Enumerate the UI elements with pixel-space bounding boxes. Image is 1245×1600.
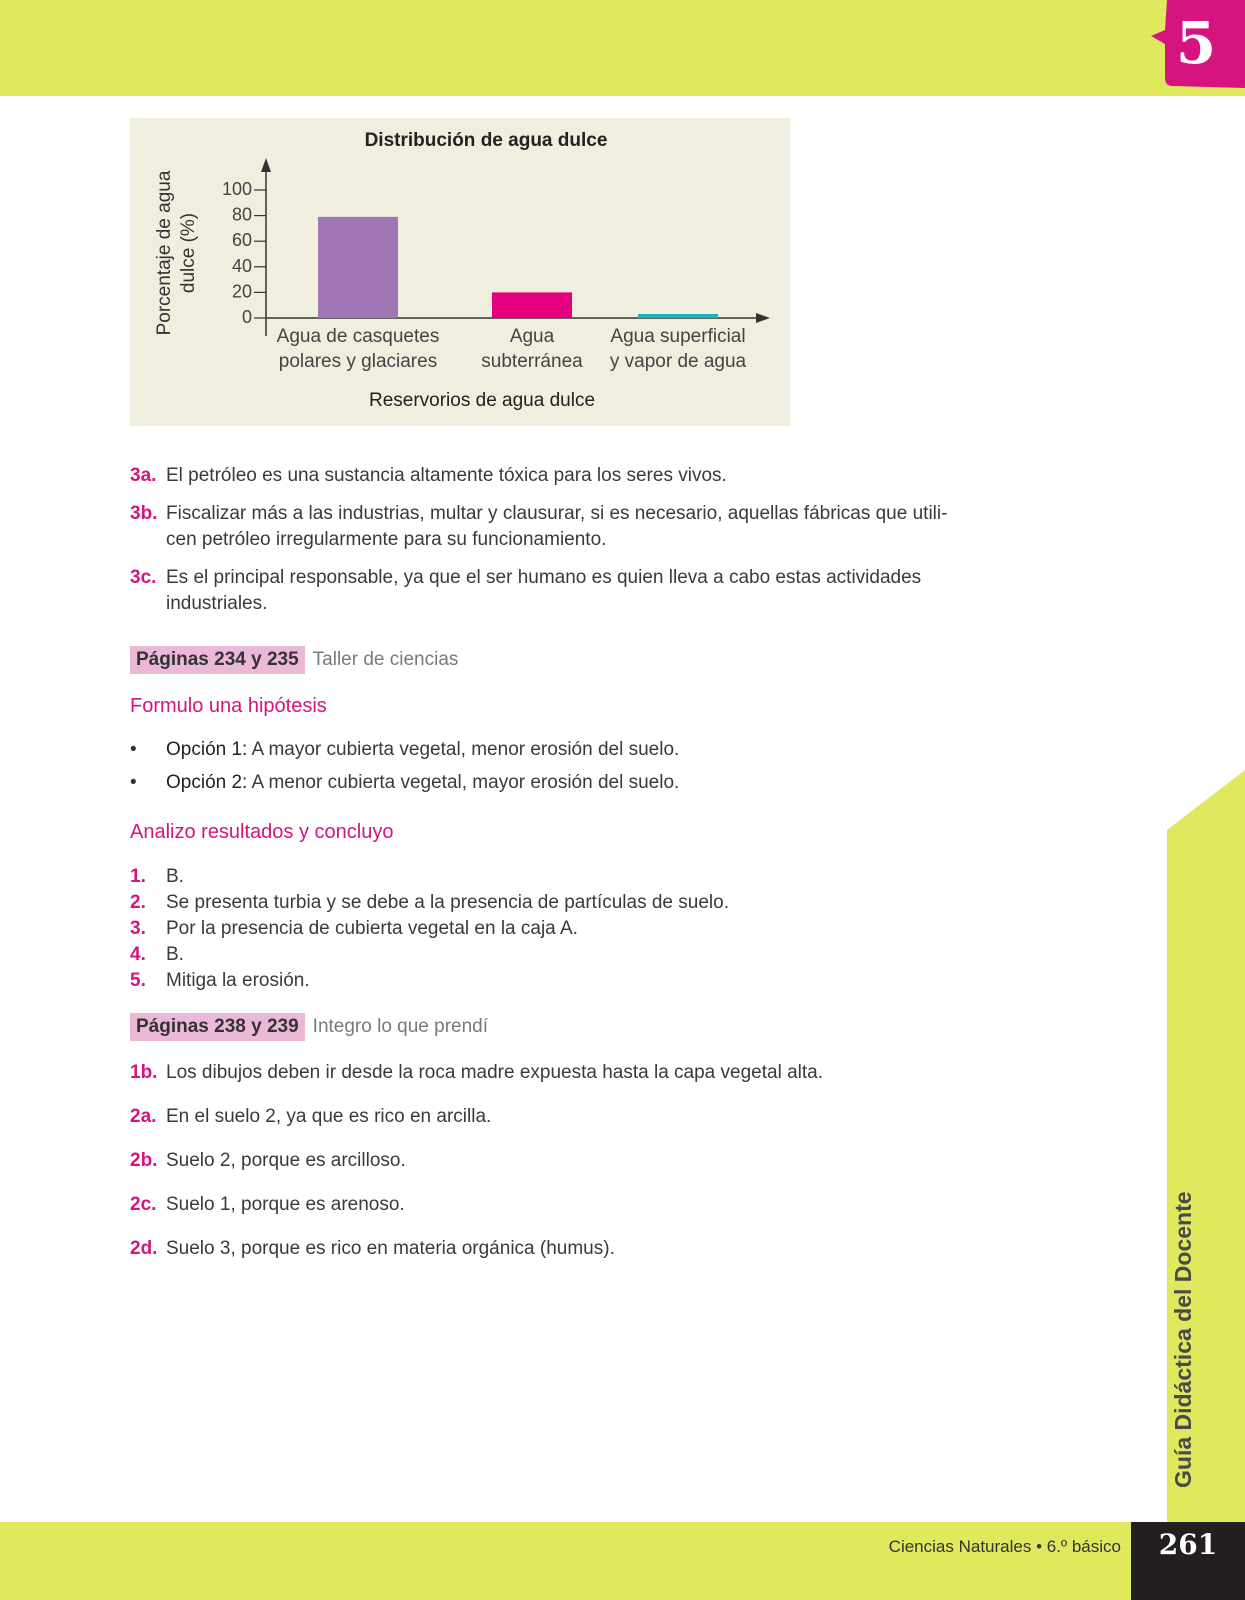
result-item-4 (130, 942, 184, 968)
x-axis-arrow (756, 313, 770, 323)
section-subtitle: Integro lo que prendí (312, 1016, 489, 1037)
y-tick-label: 0 (241, 307, 252, 327)
chapter-number: 5 (1175, 9, 1217, 77)
footer-subject: Ciencias Naturales • 6.º básico (888, 1537, 1121, 1556)
y-axis-label: Porcentaje de agua dulce (%) (154, 170, 199, 336)
item-number: 5. (130, 970, 146, 991)
answer-label: 3b. (130, 503, 158, 524)
answer-3b (130, 501, 960, 553)
hypothesis-option-1 (130, 737, 679, 763)
option-key: Opción 2: (166, 772, 248, 793)
answer-label: 1b. (130, 1062, 158, 1083)
answer-text: Es el principal responsable, ya que el ser humano es quien lleva a cabo estas actividades industriales. (166, 567, 922, 614)
item-text: B. (166, 944, 184, 965)
x-axis-label: Reservorios de agua dulce (368, 390, 596, 411)
y-tick-label: 60 (231, 230, 252, 251)
results-heading: Analizo resultados y concluyo (130, 821, 394, 843)
section-header-integro (130, 1013, 488, 1043)
item-number: 4. (130, 944, 146, 965)
answer-label: 2b. (130, 1150, 158, 1171)
answer-text: El petróleo es una sustancia altamente tóxica para los seres vivos. (166, 465, 727, 486)
top-band (0, 0, 1245, 96)
section-subtitle: Taller de ciencias (312, 649, 459, 670)
hypothesis-option-2 (130, 770, 679, 796)
result-item-3 (130, 916, 578, 942)
result-item-5 (130, 968, 310, 994)
answer-label: 2d. (130, 1238, 158, 1259)
section-header-taller (130, 646, 458, 676)
option-key: Opción 1: (166, 739, 248, 760)
answer-label: 2c. (130, 1194, 157, 1215)
chart-title: Distribución de agua dulce (364, 130, 608, 151)
item-text: Se presenta turbia y se debe a la presencia de partículas de suelo. (166, 892, 729, 913)
answer-label: 2a. (130, 1106, 157, 1127)
bar (318, 217, 398, 318)
answer-2c (130, 1192, 960, 1218)
option-text: A menor cubierta vegetal, mayor erosión del suelo. (247, 772, 680, 793)
x-tick-label: Agua subterránea (481, 326, 583, 372)
y-axis-arrow (261, 158, 271, 172)
answer-2b (130, 1148, 960, 1174)
result-item-2 (130, 890, 729, 916)
x-tick-label: Agua superficial y vapor de agua (609, 326, 747, 372)
answer-text: En el suelo 2, ya que es rico en arcilla. (166, 1106, 492, 1127)
answer-2a (130, 1104, 960, 1130)
y-tick-label: 40 (231, 255, 252, 276)
item-text: Por la presencia de cubierta vegetal en la caja A. (166, 918, 578, 939)
section-tag: Páginas 234 y 235 (130, 646, 305, 674)
answer-label: 3a. (130, 465, 157, 486)
answer-text: Suelo 1, porque es arenoso. (166, 1194, 405, 1215)
result-item-1 (130, 864, 184, 890)
bar-chart (130, 118, 790, 426)
bottom-band (0, 1522, 1245, 1600)
answer-text: Suelo 3, porque es rico en materia orgánica (humus). (166, 1238, 615, 1259)
item-number: 1. (130, 866, 146, 887)
page-number: 261 (1158, 1528, 1218, 1561)
option-text: A mayor cubierta vegetal, menor erosión del suelo. (247, 739, 680, 760)
bullet-dot: • (130, 739, 137, 760)
answer-text: Suelo 2, porque es arcilloso. (166, 1150, 406, 1171)
y-tick-label: 20 (231, 281, 252, 302)
sidebar-title: Guía Didáctica del Docente (1170, 1191, 1196, 1488)
chart-panel (130, 118, 790, 426)
hypothesis-heading: Formulo una hipótesis (130, 695, 327, 717)
bar (492, 292, 572, 318)
answer-2d (130, 1236, 960, 1262)
answer-text: Los dibujos deben ir desde la roca madre expuesta hasta la capa vegetal alta. (166, 1062, 823, 1083)
item-number: 3. (130, 918, 146, 939)
answer-1b (130, 1060, 960, 1086)
answer-label: 3c. (130, 567, 157, 588)
x-tick-label: Agua de casquetes polares y glaciares (276, 326, 440, 372)
answer-text: Fiscalizar más a las industrias, multar y clausurar, si es necesario, aquellas fábricas que utili- cen petróleo irregularmente para su funcionamiento. (166, 503, 948, 550)
answer-3a (130, 463, 960, 489)
answer-3c (130, 565, 960, 617)
y-tick-label: 80 (231, 204, 252, 225)
item-number: 2. (130, 892, 146, 913)
bar (638, 314, 718, 318)
y-tick-label: 100 (221, 179, 252, 199)
item-text: Mitiga la erosión. (166, 970, 310, 991)
section-tag: Páginas 238 y 239 (130, 1013, 305, 1041)
bullet-dot: • (130, 772, 137, 793)
item-text: B. (166, 866, 184, 887)
